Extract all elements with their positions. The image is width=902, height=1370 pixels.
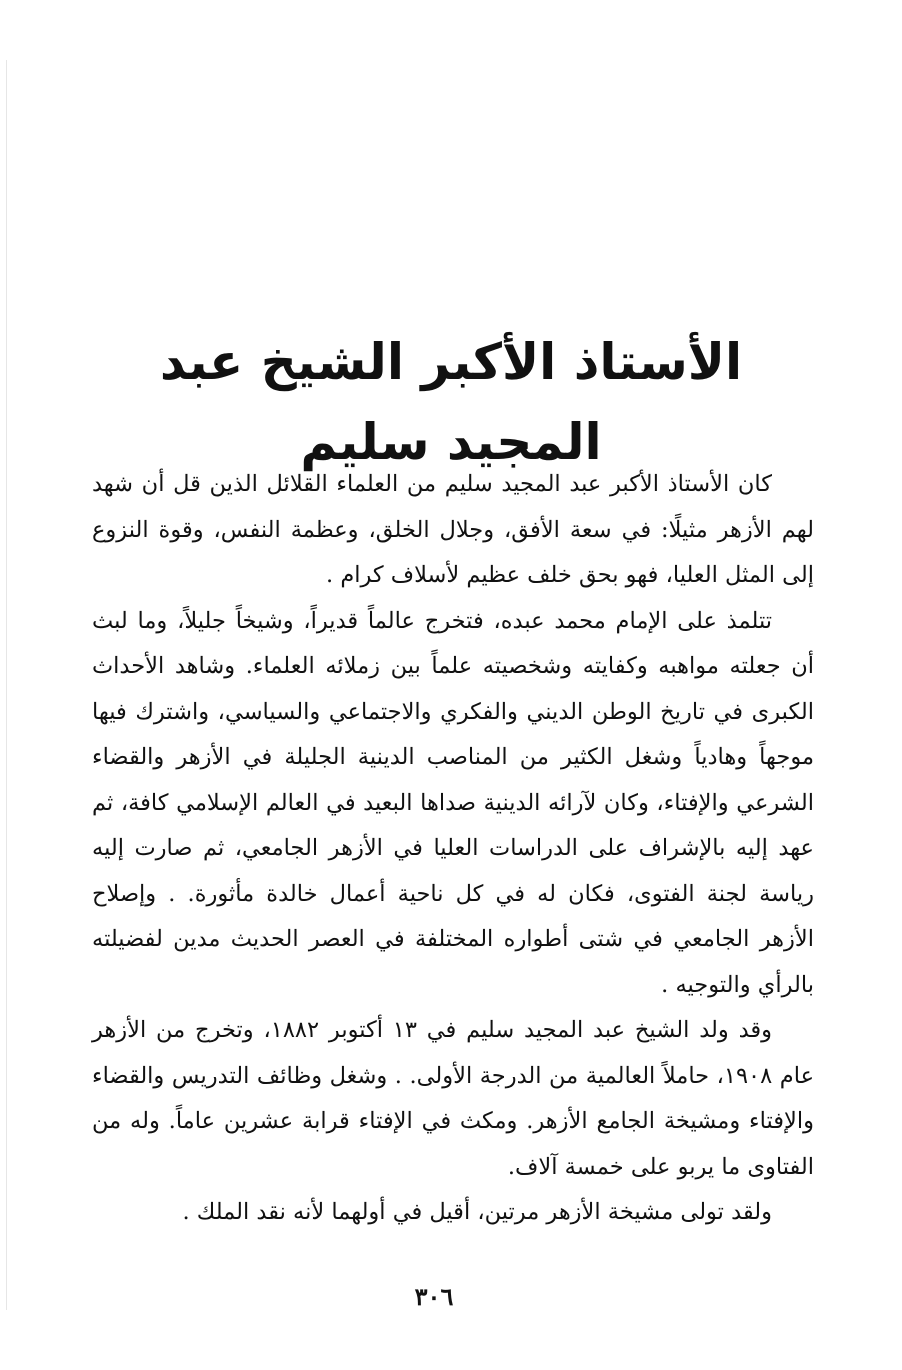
page-title: الأستاذ الأكبر الشيخ عبد المجيد سليم bbox=[159, 332, 743, 471]
scan-edge-line bbox=[6, 60, 7, 1310]
paragraph-3: وقد ولد الشيخ عبد المجيد سليم في ١٣ أكتوبر ١٨٨٢، وتخرج من الأزهر عام ١٩٠٨، حاملاً العالمية من الدرجة الأولى. . وشغل وظائف التدريس والقضاء والإفتاء ومشيخة الجامع الأزهر. ومكث في الإفتاء قرابة عشرين عاماً. وله من الفتاوى ما يربو على خمسة آلاف. bbox=[92, 1017, 814, 1180]
body-text bbox=[92, 462, 814, 1236]
paragraph-4: ولقد تولى مشيخة الأزهر مرتين، أقيل في أولهما لأنه نقد الملك . bbox=[182, 1199, 772, 1225]
paragraph-2: تتلمذ على الإمام محمد عبده، فتخرج عالماً قديراً، وشيخاً جليلاً، وما لبث أن جعلته مواهبه وكفايته وشخصيته علماً بين زملائه العلماء. وشاهد الأحداث الكبرى في تاريخ الوطن الديني والفكري والاجتماعي والسياسي، واشترك فيها موجهاً وهادياً وشغل الكثير من المناصب الدينية الجليلة في الأزهر والقضاء الشرعي والإفتاء، وكان لآرائه الدينية صداها البعيد في العالم الإسلامي كافة، ثم عهد إليه بالإشراف على الدراسات العليا في الأزهر الجامعي، ثم صارت إليه رياسة لجنة الفتوى، فكان له في كل ناحية أعمال خالدة مأثورة. . وإصلاح الأزهر الجامعي في شتى أطواره المختلفة في العصر الحديث مدين لفضيلته بالرأي والتوجيه . bbox=[92, 607, 814, 998]
paragraph-1: كان الأستاذ الأكبر عبد المجيد سليم من العلماء القلائل الذين قل أن شهد لهم الأزهر مثيلًا: في سعة الأفق، وجلال الخلق، وعظمة النفس، وقوة النزوع إلى المثل العليا، فهو بحق خلف عظيم لأسلاف كرام . bbox=[92, 471, 814, 588]
page-number: ٣٠٦ bbox=[414, 1282, 454, 1311]
